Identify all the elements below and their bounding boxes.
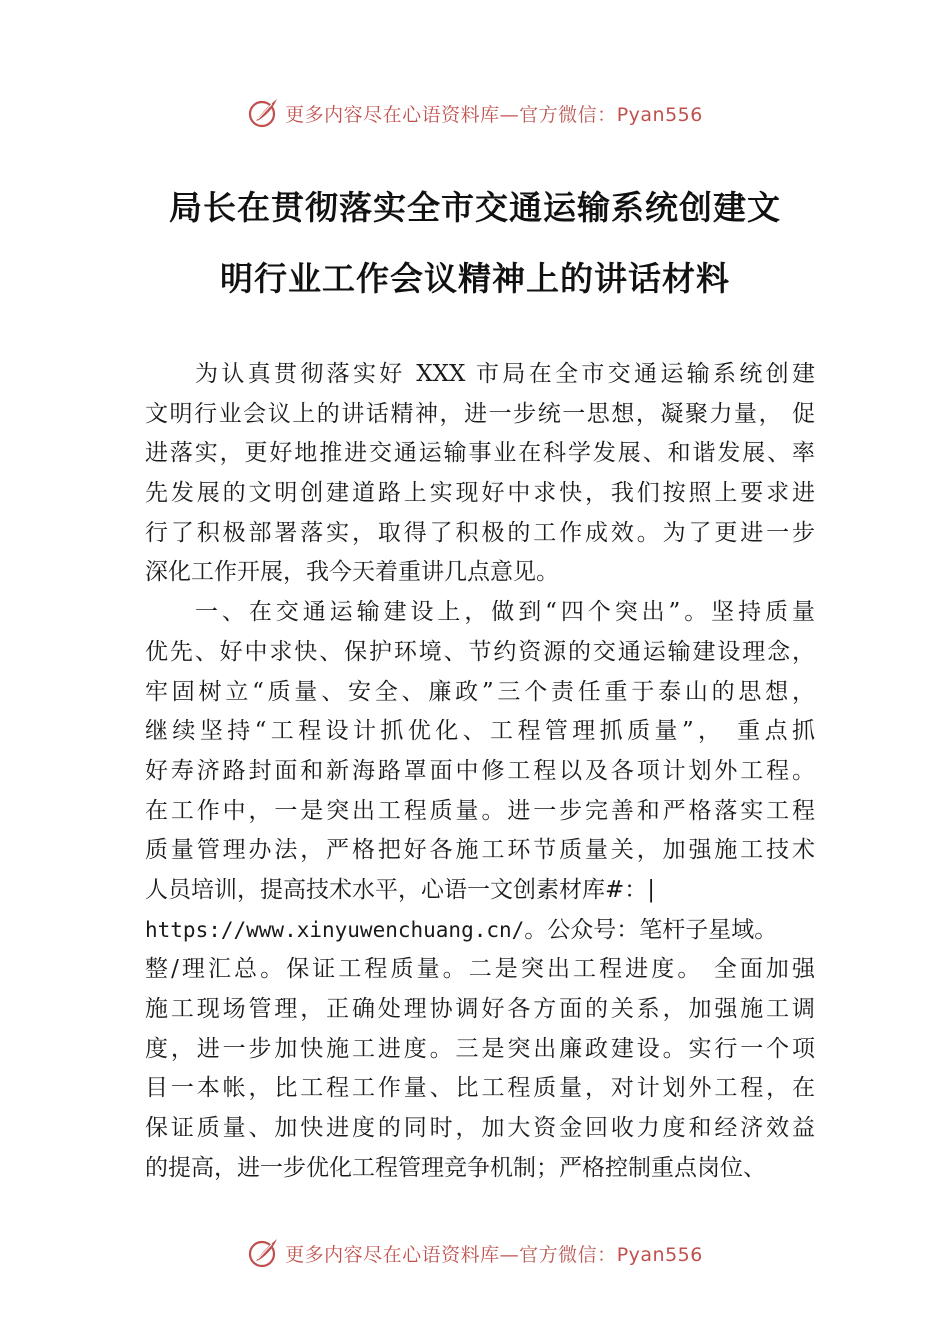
body-line: 优先、好中求快、保护环境、节约资源的交通运输建设理念， xyxy=(145,638,815,665)
body-line: 保证质量、加快进度的同时，加大资金回收力度和经济效益 xyxy=(145,1115,815,1142)
body-line: 先发展的文明创建道路上实现好中求快，我们按照上要求进 xyxy=(145,480,815,507)
footer-watermark-banner xyxy=(0,1233,950,1273)
banner-account: Pyan556 xyxy=(616,103,703,126)
banner-text xyxy=(285,100,703,127)
body-line: 目一本帐，比工程工作量、比工程质量，对计划外工程，在 xyxy=(145,1075,815,1102)
body-line: 的提高，进一步优化工程管理竞争机制；严格控制重点岗位、 xyxy=(145,1154,766,1181)
body-line: 度，进一步加快施工进度。三是突出廉政建设。实行一个项 xyxy=(145,1035,815,1062)
account-note-text: 。公众号：笔杆子星域。 xyxy=(524,916,778,943)
header-watermark-banner xyxy=(0,93,950,133)
body-line: 进落实，更好地推进交通运输事业在科学发展、和谐发展、率 xyxy=(145,440,815,467)
feather-pen-logo-icon xyxy=(247,1236,281,1270)
banner-main-text: 更多内容尽在心语资料库 xyxy=(285,1243,500,1266)
body-line: 文明行业会议上的讲话精神，进一步统一思想，凝聚力量， 促 xyxy=(145,400,815,427)
body-line: 行了积极部署落实，取得了积极的工作成效。为了更进一步 xyxy=(145,519,815,546)
banner-main-text: 更多内容尽在心语资料库 xyxy=(285,103,500,126)
source-url-text: https://www.xinyuwenchuang.cn/ xyxy=(145,917,525,942)
document-title-line-2: 明行业工作会议精神上的讲话材料 xyxy=(220,259,730,298)
banner-text xyxy=(285,1240,703,1267)
body-line: 一、在交通运输建设上，做到“四个突出”。坚持质量 xyxy=(195,599,815,626)
document-body xyxy=(145,355,815,1188)
banner-dash: — xyxy=(499,103,520,126)
banner-wechat-label: 官方微信： xyxy=(519,103,617,126)
banner-account: Pyan556 xyxy=(616,1243,703,1266)
body-line-url xyxy=(145,911,815,951)
body-line: 好寿济路封面和新海路罩面中修工程以及各项计划外工程。 xyxy=(145,757,815,784)
body-line: 整/理汇总。保证工程质量。二是突出工程进度。 全面加强 xyxy=(145,956,815,983)
body-line: 为认真贯彻落实好 XXX 市局在全市交通运输系统创建 xyxy=(195,361,815,387)
body-line: 继续坚持“工程设计抓优化、工程管理抓质量”， 重点抓 xyxy=(145,718,815,745)
body-line: 深化工作开展，我今天着重讲几点意见。 xyxy=(145,559,559,586)
banner-wechat-label: 官方微信： xyxy=(519,1243,617,1266)
document-title-line-1: 局长在贯彻落实全市交通运输系统创建文 xyxy=(169,188,781,227)
feather-pen-logo-icon xyxy=(247,96,281,130)
body-line: 人员培训，提高技术水平，心语一文创素材库#：| xyxy=(145,876,656,903)
banner-dash: — xyxy=(499,1243,520,1266)
body-line: 牢固树立“质量、安全、廉政”三个责任重于泰山的思想， xyxy=(145,678,815,705)
body-line: 施工现场管理，正确处理协调好各方面的关系，加强施工调 xyxy=(145,996,815,1022)
body-line: 在工作中，一是突出工程质量。进一步完善和严格落实工程 xyxy=(145,797,815,824)
body-line: 质量管理办法，严格把好各施工环节质量关，加强施工技术 xyxy=(145,837,815,864)
